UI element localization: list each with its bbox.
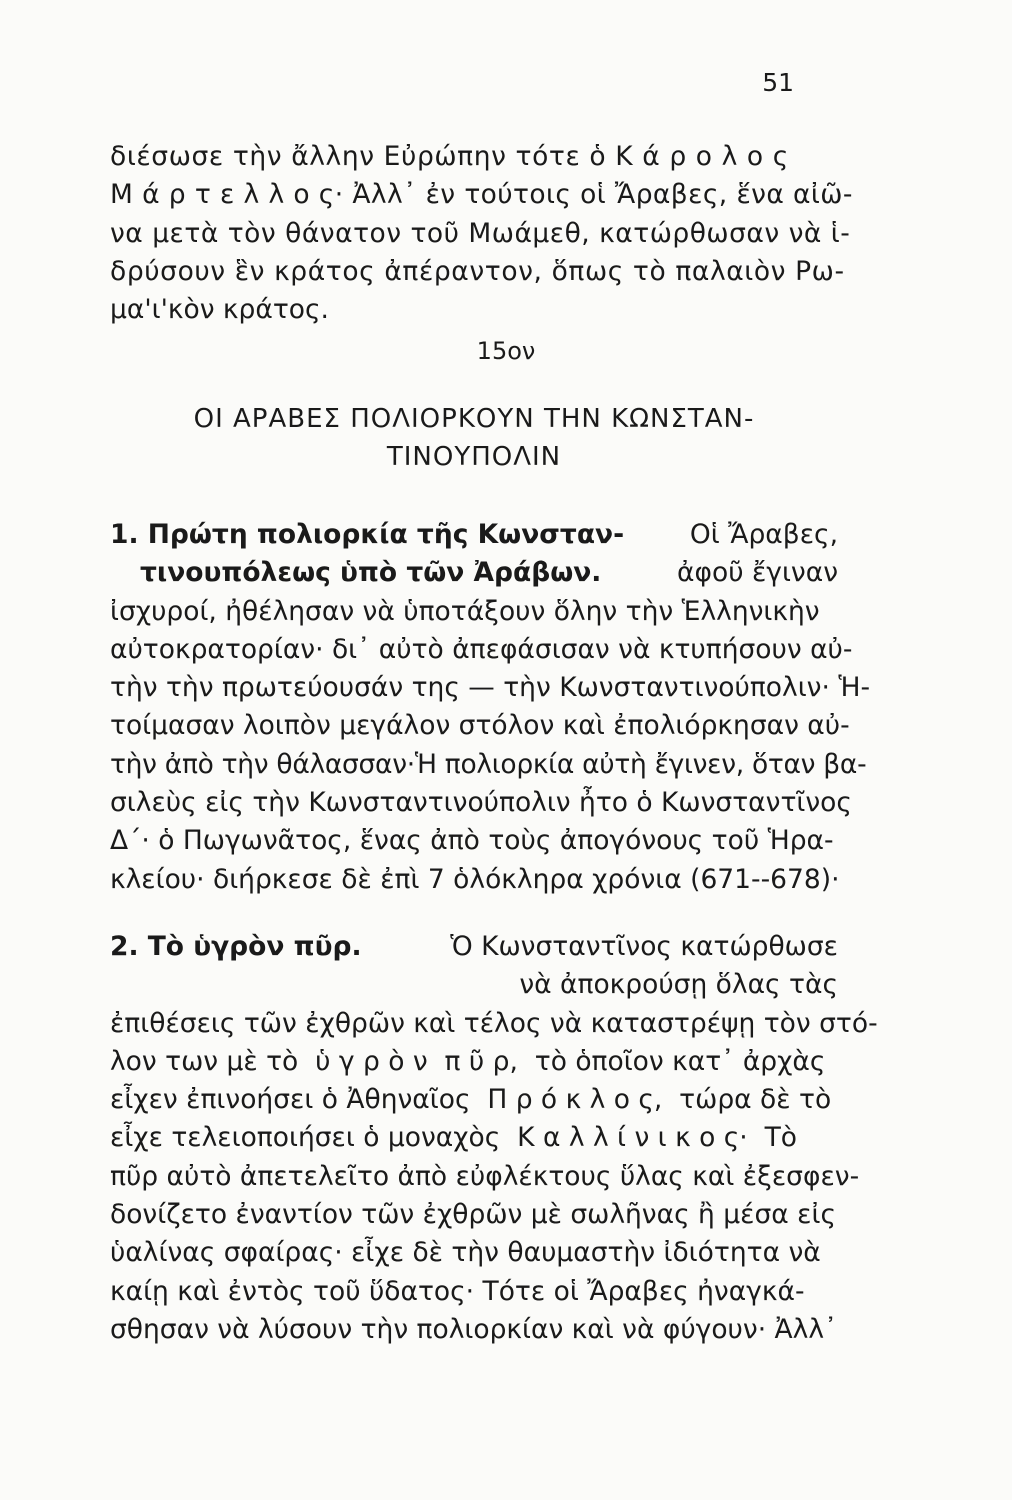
text-line: μα'ι'κὸν κράτος. [110, 294, 329, 326]
text-line: λον των μὲ τὸ ὑ γ ρ ὸ ν π ῦ ρ, τὸ ὁποῖον κατ᾽ ἀρχὰς [110, 1045, 826, 1077]
chapter-title-line: ΟΙ ΑΡΑΒΕΣ ΠΟΛΙΟΡΚΟΥΝ ΤΗΝ ΚΩΝΣΤΑΝ- [193, 404, 755, 434]
text-line: αὐτοκρατορίαν· δι᾽ αὐτὸ ἀπεφάσισαν νὰ κτυπήσουν αὐ- [110, 633, 853, 665]
text-line: ὑαλίνας σφαίρας· εἶχε δὲ τὴν θαυμαστὴν ἰδιότητα νὰ [110, 1237, 821, 1269]
section-number: 15ον [476, 337, 536, 365]
text-line: εἶχεν ἐπινοήσει ὁ Ἀθηναῖος Π ρ ό κ λ ο ς, τώρα δὲ τὸ [110, 1084, 832, 1116]
section-2-heading: 2. Τὸ ὑγρὸν πῦρ. [110, 931, 362, 962]
section-1-heading: 1. Πρώτη πολιορκία τῆς Κωνσταν- [110, 519, 625, 550]
intro-paragraph [110, 138, 853, 329]
section-1-heading-row-2 [110, 554, 838, 592]
section-2 [110, 928, 878, 1349]
text-line: τὴν ἀπὸ τὴν θάλασσαν·Ἡ πολιορκία αὐτὴ ἔγινεν, ὅταν βα- [110, 748, 867, 780]
text-line: τοίμασαν λοιπὸν μεγάλον στόλον καὶ ἐπολιόρκησαν αὐ- [110, 710, 850, 742]
text-line: τὴν τὴν πρωτεύουσάν της — τὴν Κωνσταντινούπολιν· Ἡ- [110, 672, 871, 704]
section-1-heading-cont: τινουπόλεως ὑπὸ τῶν Ἀράβων. [140, 557, 602, 589]
page-number: 51 [762, 68, 794, 97]
text-line: πῦρ αὐτὸ ἀπετελεῖτο ἀπὸ εὐφλέκτους ὕλας καὶ ἐξεσφεν- [110, 1160, 860, 1192]
section-2-side-text: Ὁ Κωνσταντῖνος κατώρθωσε [450, 931, 838, 962]
text-line: σιλεὺς εἰς τὴν Κωνσταντινούπολιν ἦτο ὁ Κωνσταντῖνος [110, 787, 852, 819]
section-2-heading-row [110, 928, 838, 966]
text-line: δρύσουν ἓν κράτος ἀπέραντον, ὅπως τὸ παλαιὸν Ρω- [110, 255, 845, 287]
section-2-heading-row-2 [110, 966, 838, 1004]
text-line: ἰσχυροί, ἠθέλησαν νὰ ὑποτάξουν ὅλην τὴν Ἑλληνικὴν [110, 595, 820, 627]
text-line: διέσωσε τὴν ἄλλην Εὐρώπην τότε ὁ Κ ά ρ ο λ ο ς [110, 141, 789, 172]
section-1-side-text: ἀφοῦ ἔγιναν [677, 557, 838, 589]
text-line: να μετὰ τὸν θάνατον τοῦ Μωάμεθ, κατώρθωσαν νὰ ἱ- [110, 217, 851, 249]
section-1-side-text: Οἱ Ἄραβες, [689, 519, 838, 550]
text-line: Δ΄· ὁ Πωγωνᾶτος, ἕνας ἀπὸ τοὺς ἀπογόνους τοῦ Ἡρα- [110, 825, 834, 857]
text-line: ἐπιθέσεις τῶν ἐχθρῶν καὶ τέλος νὰ καταστρέψῃ τὸν στό- [110, 1007, 878, 1039]
chapter-title [110, 400, 838, 476]
section-1 [110, 516, 871, 899]
section-1-heading-row-1 [110, 516, 838, 554]
section-2-side-text: νὰ ἀποκρούσῃ ὅλας τὰς [519, 969, 838, 1001]
text-line: Μ ά ρ τ ε λ λ ο ς· Ἀλλ᾽ ἐν τούτοις οἱ Ἄραβες, ἕνα αἰῶ- [110, 179, 853, 211]
text-line: κλείου· διήρκεσε δὲ ἐπὶ 7 ὁλόκληρα χρόνια (671--678)· [110, 863, 840, 895]
text-line: εἶχε τελειοποιήσει ὁ μοναχὸς Κ α λ λ ί ν ι κ ο ς· Τὸ [110, 1122, 797, 1154]
text-line: καίῃ καὶ ἐντὸς τοῦ ὕδατος· Τότε οἱ Ἄραβες ἠναγκά- [110, 1275, 805, 1307]
text-line: δονίζετο ἐναντίον τῶν ἐχθρῶν μὲ σωλῆνας ἢ μέσα εἰς [110, 1199, 836, 1231]
text-line: σθησαν νὰ λύσουν τὴν πολιορκίαν καὶ νὰ φύγουν· Ἀλλ᾽ [110, 1313, 838, 1345]
chapter-title-line: ΤΙΝΟΥΠΟΛΙΝ [386, 442, 562, 472]
